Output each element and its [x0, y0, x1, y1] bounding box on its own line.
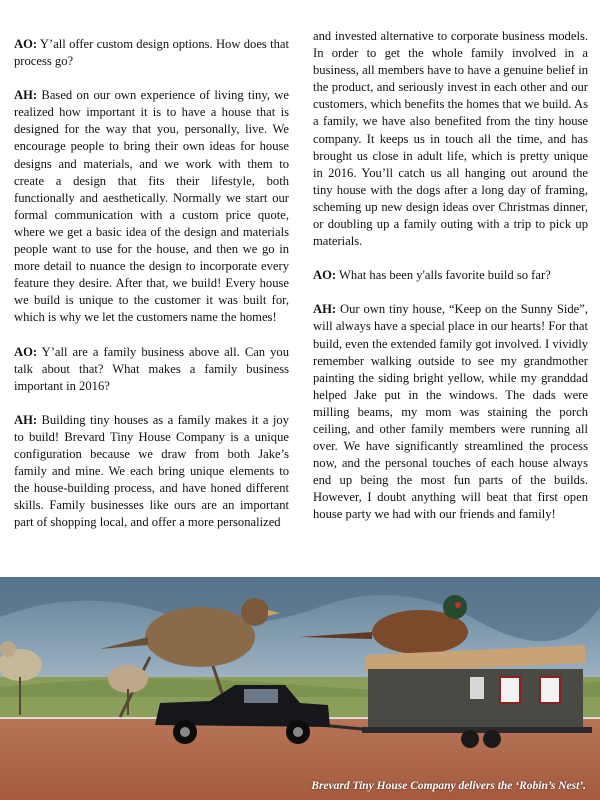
paragraph — [14, 36, 289, 70]
paragraph — [313, 267, 588, 284]
speaker-label: AH: — [313, 302, 337, 317]
paragraph-text: Based on our own experience of living tiny, we realized how important it is to have a house that is designed for the way that you, personally, live. We encourage people to bring their own ideas for house designs and materials, and we work with them to create a design that fits their lifestyle, both functionally and aesthetically. Normally we start our formal communication with a custom price quote, where we get a basic idea of the design and materials people want to use for the house, and then we go in more detail to nuance the design to incorporate every feature they desire. After that, we build! Every house we build is unique to the customer it was built for, which is why we let the customers name the homes! — [14, 88, 289, 325]
paragraph-text: Y’all offer custom design options. How does that process go? — [14, 37, 289, 69]
speaker-label: AO: — [313, 268, 337, 283]
right-column — [313, 28, 588, 541]
paragraph — [14, 412, 289, 532]
left-column — [14, 36, 289, 548]
paragraph-text: Y’all are a family business above all. Can you talk about that? What makes a family business important in 2016? — [14, 344, 289, 393]
photo-caption: Brevard Tiny House Company delivers the ‘Robin’s Nest’. — [311, 780, 586, 792]
speaker-label: AH: — [14, 88, 38, 103]
paragraph — [313, 301, 588, 523]
photo-illustration — [0, 577, 600, 800]
paragraph-text: and invested alternative to corporate business models. In order to get the whole family involved in a business, all members have to have a genuine belief in the product, and seriously invest in each other and our customers, which benefits the homes that we build. As a family, we have also benefited from the tiny house company. It keeps us in touch all the time, and has brought us close in adult life, which is pretty unique in 2016. You’ll catch us all hanging out around the tiny house with the dogs after a long day of framing, scheming up new design ideas over Christmas dinner, or doubling up a family outing with a trip to pick up materials. — [313, 29, 588, 249]
paragraph — [14, 87, 289, 326]
paragraph — [14, 344, 289, 395]
paragraph-text: What has been y'alls favorite build so far? — [336, 268, 551, 283]
delivery-photo — [0, 577, 600, 800]
paragraph — [313, 28, 588, 250]
speaker-label: AH: — [14, 412, 38, 427]
speaker-label: AO: — [14, 344, 38, 359]
paragraph-text: Building tiny houses as a family makes it a joy to build! Brevard Tiny House Company is a unique configuration because we draw from both Jake’s family and mine. We each bring unique elements to the house-building process, and have honed different skills. Family businesses like ours are an important part of shopping local, and offer a more personalized — [14, 412, 289, 530]
speaker-label: AO: — [14, 37, 38, 51]
paragraph-text: Our own tiny house, “Keep on the Sunny Side”, will always have a special place in our hearts! For that build, even the extended family got involved. I vividly remember walking outside to see my grandmother painting the siding bright yellow, while my granddad helped Jake put in the windows. The dads were milling beams, my mom was staining the porch ceiling, and other family members were running all over. We have significantly streamlined the process now, and the personal touches of each house always end up being the most fun parts of the builds. However, I doubt anything will beat that first open house party we had with our friends and family! — [313, 302, 588, 522]
